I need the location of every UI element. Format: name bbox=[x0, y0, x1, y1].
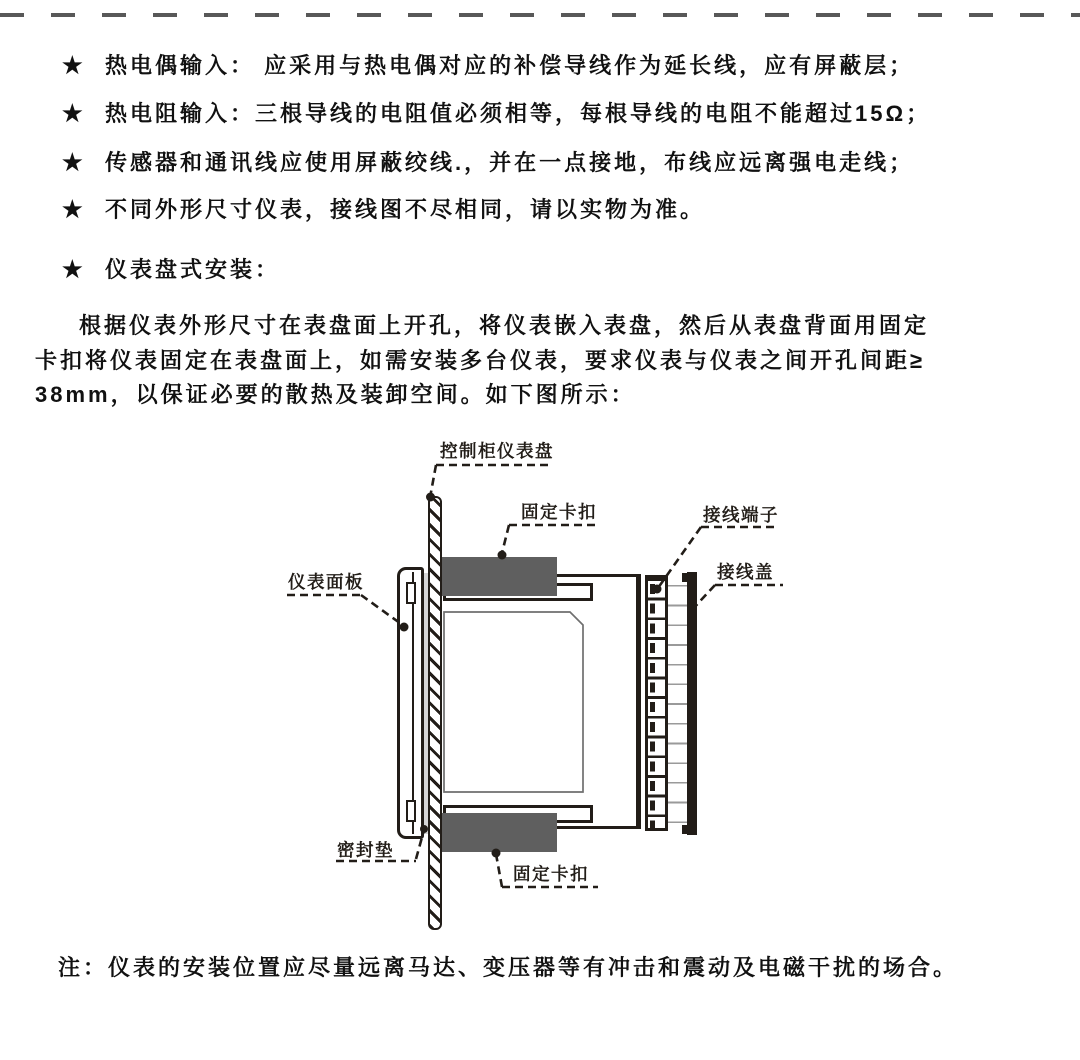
bullet-text: 热电偶输入： 应采用与热电偶对应的补偿导线作为延长线，应有屏蔽层； bbox=[105, 53, 915, 78]
star-bullet-icon: ★ bbox=[62, 196, 83, 222]
wiring-terminal-block bbox=[645, 575, 668, 831]
wiring-cover-tab-top bbox=[682, 573, 687, 582]
wiring-cover-tab-bottom bbox=[682, 825, 687, 834]
label-instrument-front-panel: 仪表面板 bbox=[288, 572, 364, 592]
terminal-screw-marks bbox=[650, 578, 655, 828]
star-bullet-icon: ★ bbox=[62, 100, 83, 126]
paragraph-line: 38mm，以保证必要的散热及装卸空间。如下图所示： bbox=[35, 382, 636, 407]
bezel-inner-line bbox=[412, 572, 414, 834]
paragraph-line: 根据仪表外形尺寸在表盘面上开孔，将仪表嵌入表盘，然后从表盘背面用固定 bbox=[79, 313, 930, 338]
star-bullet-icon: ★ bbox=[62, 256, 83, 282]
bezel-latch-window-top bbox=[406, 582, 416, 604]
star-bullet-icon: ★ bbox=[62, 52, 83, 78]
label-wiring-terminal: 接线端子 bbox=[703, 505, 779, 525]
terminal-divider-column bbox=[668, 575, 687, 831]
section-title: 仪表盘式安装： bbox=[105, 257, 281, 282]
star-bullet-icon: ★ bbox=[62, 149, 83, 175]
instrument-body-rear-edge bbox=[636, 574, 641, 829]
fixing-clip-top bbox=[440, 557, 557, 596]
bullet-text: 热电阻输入：三根导线的电阻值必须相等，每根导线的电阻不能超过15Ω； bbox=[105, 101, 932, 126]
label-fixing-clip-bottom: 固定卡扣 bbox=[513, 864, 589, 884]
bullet-text: 不同外形尺寸仪表，接线图不尽相同，请以实物为准。 bbox=[105, 197, 706, 222]
installation-footnote: 注：仪表的安装位置应尽量远离马达、变压器等有冲击和震动及电磁干扰的场合。 bbox=[58, 955, 959, 980]
cabinet-panel-hatched-bar bbox=[428, 496, 442, 930]
instrument-front-panel-bezel bbox=[397, 567, 424, 839]
paragraph-line: 卡扣将仪表固定在表盘面上，如需安装多台仪表，要求仪表与仪表之间开孔间距≥ bbox=[35, 347, 926, 373]
label-cabinet-panel: 控制柜仪表盘 bbox=[440, 441, 554, 461]
bullet-text: 传感器和通讯线应使用屏蔽绞线.，并在一点接地，布线应远离强电走线； bbox=[105, 150, 915, 175]
label-sealing-gasket: 密封垫 bbox=[337, 840, 394, 860]
label-wiring-cover: 接线盖 bbox=[717, 562, 774, 582]
fixing-clip-bottom bbox=[440, 813, 557, 852]
wiring-cover-bar bbox=[687, 572, 697, 835]
label-fixing-clip-top: 固定卡扣 bbox=[521, 502, 597, 522]
bezel-latch-window-bottom bbox=[406, 800, 416, 822]
